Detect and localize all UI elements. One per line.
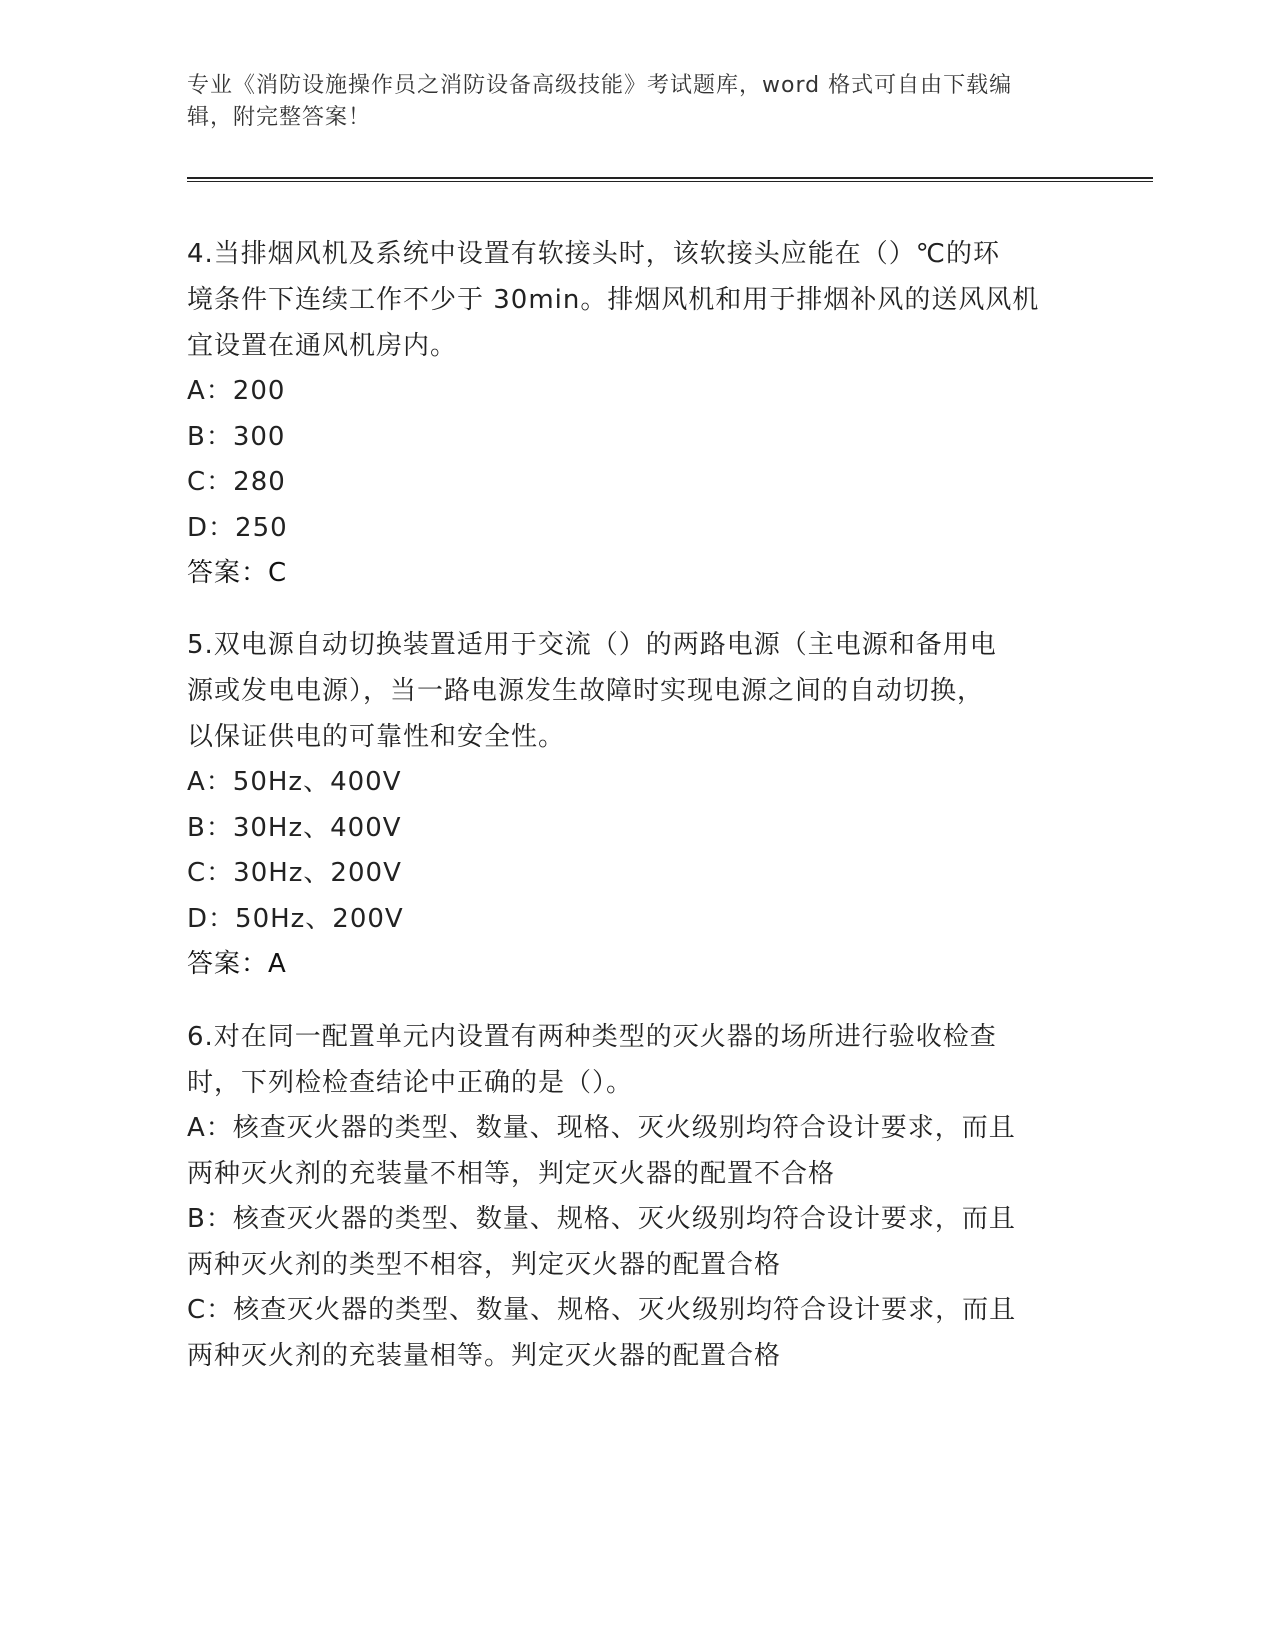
option-d: D：250 — [187, 512, 288, 543]
answer: 答案：A — [187, 949, 287, 979]
option-b: B：核查灭火器的类型、数量、规格、灭火级别均符合设计要求，而且 — [187, 1204, 1016, 1234]
stem-line: 时，下列检检查结论中正确的是（）。 — [187, 1068, 634, 1098]
option-a: A：200 — [187, 376, 286, 406]
option-b-cont: 两种灭火剂的类型不相容，判定灭火器的配置合格 — [187, 1249, 782, 1280]
question-stem — [187, 1014, 1087, 1106]
question-4 — [187, 231, 1087, 597]
option-b: B：30Hz、400V — [187, 812, 402, 843]
header-rule-thick — [187, 177, 1153, 179]
option-c: C：280 — [187, 467, 286, 497]
stem-line: 境条件下连续工作不少于 30min。排烟风机和用于排烟补风的送风风机 — [187, 285, 1040, 315]
question-5 — [187, 622, 1087, 988]
option-c: C：核查灭火器的类型、数量、规格、灭火级别均符合设计要求，而且 — [187, 1295, 1017, 1325]
stem-line: 4.当排烟风机及系统中设置有软接头时，该软接头应能在（）℃的环 — [187, 239, 1001, 269]
header-line-1: 专业《消防设施操作员之消防设备高级技能》考试题库，word 格式可自由下载编 — [187, 73, 1013, 98]
stem-line: 5.双电源自动切换装置适用于交流（）的两路电源（主电源和备用电 — [187, 630, 997, 660]
option-c-cont: 两种灭火剂的充装量相等。判定灭火器的配置合格 — [187, 1340, 782, 1371]
option-a-cont: 两种灭火剂的充装量不相等，判定灭火器的配置不合格 — [187, 1158, 836, 1189]
answer: 答案：C — [187, 558, 288, 588]
question-6 — [187, 1014, 1087, 1379]
option-d: D：50Hz、200V — [187, 903, 404, 934]
stem-line: 宜设置在通风机房内。 — [187, 331, 458, 361]
stem-line: 源或发电电源），当一路电源发生故障时实现电源之间的自动切换， — [187, 676, 985, 706]
option-a: A：50Hz、400V — [187, 767, 402, 797]
stem-line: 以保证供电的可靠性和安全性。 — [187, 722, 566, 752]
stem-line: 6.对在同一配置单元内设置有两种类型的灭火器的场所进行验收检查 — [187, 1022, 997, 1052]
document-header — [187, 70, 1067, 134]
question-stem — [187, 622, 1087, 760]
header-line-2: 辑，附完整答案！ — [187, 105, 372, 130]
option-c: C：30Hz、200V — [187, 858, 402, 888]
option-b: B：300 — [187, 421, 286, 452]
question-stem — [187, 231, 1087, 369]
option-a: A：核查灭火器的类型、数量、现格、灭火级别均符合设计要求，而且 — [187, 1113, 1016, 1143]
header-rule-thin — [187, 181, 1153, 182]
